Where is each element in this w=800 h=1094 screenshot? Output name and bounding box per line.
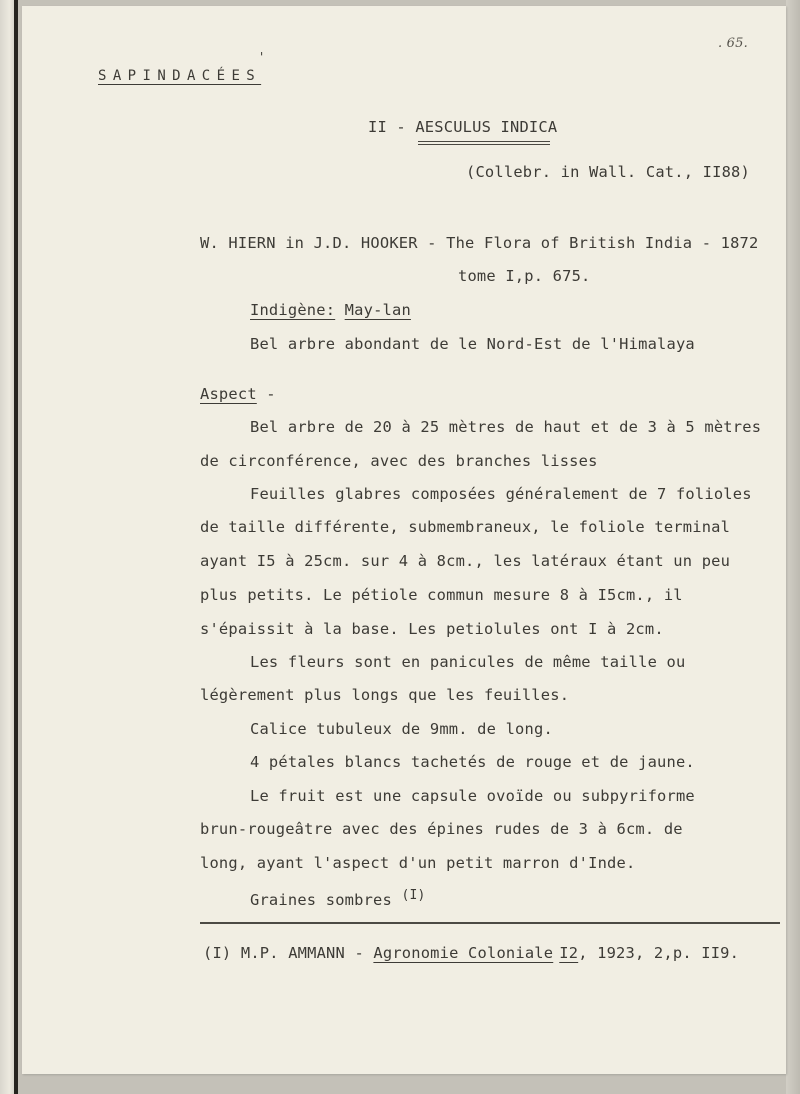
indigene-description: Bel arbre abondant de le Nord-Est de l'Himalaya xyxy=(250,335,695,353)
aspect-line: légèrement plus longs que les feuilles. xyxy=(200,686,570,704)
aspect-heading: Aspect xyxy=(200,385,257,403)
aspect-line: Graines sombres xyxy=(250,891,392,910)
indigene-name: May-lan xyxy=(344,301,411,319)
aspect-line: plus petits. Le pétiole commun mesure 8 à I5cm., il xyxy=(200,586,683,604)
footnote-suffix: , 1923, 2,p. II9. xyxy=(578,944,740,962)
aspect-line: long, ayant l'aspect d'un petit marron d'Inde. xyxy=(200,854,636,872)
aspect-line: Calice tubuleux de 9mm. de long. xyxy=(250,720,553,738)
footnote-volume: I2 xyxy=(559,944,579,962)
aspect-line: ayant I5 à 25cm. sur 4 à 8cm., les latéraux étant un peu xyxy=(200,552,731,570)
reference-line-2: tome I,p. 675. xyxy=(458,267,591,285)
footnote xyxy=(203,944,739,962)
aspect-line: brun-rougeâtre avec des épines rudes de 3 à 6cm. de xyxy=(200,820,683,838)
aspect-line: Les fleurs sont en panicules de même taille ou xyxy=(250,653,686,671)
aspect-line: Le fruit est une capsule ovoïde ou subpyriforme xyxy=(250,787,695,805)
aspect-line: Bel arbre de 20 à 25 mètres de haut et de 3 à 5 mètres xyxy=(250,418,762,436)
aspect-heading-line xyxy=(200,385,276,403)
indigene-label: Indigène: xyxy=(250,301,336,319)
aspect-line: de circonférence, avec des branches lisses xyxy=(200,452,598,470)
aspect-line: de taille différente, submembraneux, le foliole terminal xyxy=(200,518,731,536)
footnote-rule xyxy=(200,922,780,924)
family-accent: ' xyxy=(258,50,266,64)
footnote-journal: Agronomie Coloniale xyxy=(373,944,554,962)
aspect-line: s'épaissit à la base. Les petiolules ont I à 2cm. xyxy=(200,620,664,638)
aspect-line: 4 pétales blancs tachetés de rouge et de jaune. xyxy=(250,753,695,771)
page-edge xyxy=(786,0,800,1094)
binding-shadow xyxy=(14,0,18,1094)
reference-line-1: W. HIERN in J.D. HOOKER - The Flora of British India - 1872 xyxy=(200,234,759,252)
page-number: . 65. xyxy=(718,36,748,51)
footnote-prefix: (I) M.P. AMMANN - xyxy=(203,944,374,962)
aspect-dash: - xyxy=(266,385,276,403)
family-heading: SAPINDACÉES xyxy=(98,68,262,84)
aspect-line: Feuilles glabres composées généralement de 7 folioles xyxy=(250,485,752,503)
species-title: II - AESCULUS INDICA xyxy=(368,118,558,136)
footnote-reference: (I) xyxy=(401,888,426,903)
species-authority: (Collebr. in Wall. Cat., II88) xyxy=(466,163,750,181)
aspect-last-line xyxy=(250,888,426,909)
indigene-line xyxy=(250,301,411,319)
title-double-underline xyxy=(418,141,550,145)
